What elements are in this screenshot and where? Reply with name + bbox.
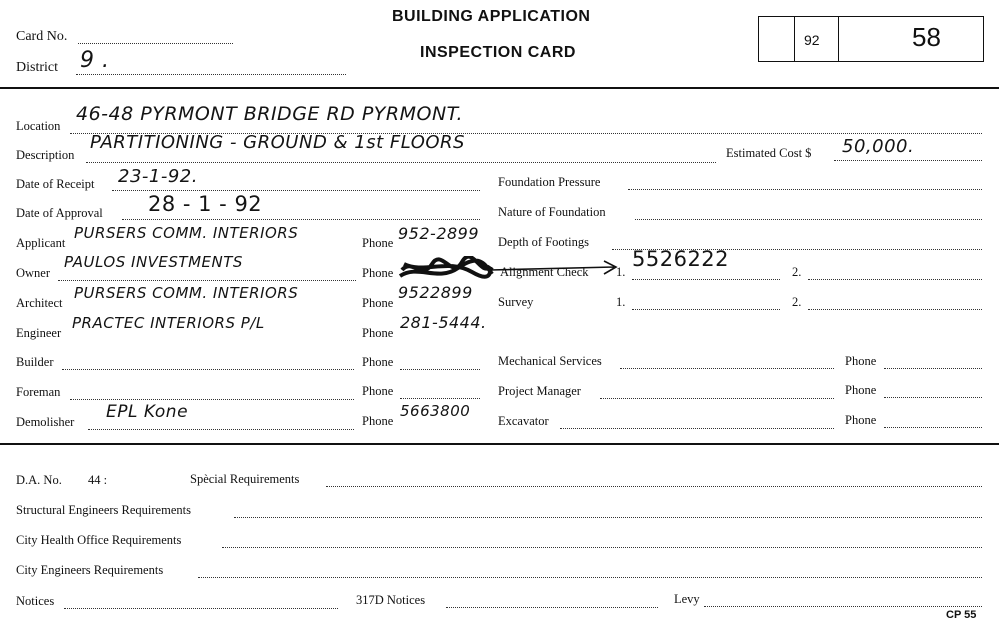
estimated-cost-value: 50,000. xyxy=(842,136,915,157)
survey-2-dots xyxy=(808,309,982,310)
applicant-label: Applicant xyxy=(16,236,66,250)
project-manager-label: Project Manager xyxy=(498,384,581,398)
date-approval-label: Date of Approval xyxy=(16,206,103,220)
alignment-2-dots xyxy=(808,279,982,280)
description-label: Description xyxy=(16,148,75,162)
demolisher-label: Demolisher xyxy=(16,415,75,429)
alignment-1-label: 1. xyxy=(616,265,626,279)
owner-phone-label: Phone xyxy=(362,266,394,280)
structural-requirements-dots xyxy=(234,517,982,518)
excavator-phone-dots xyxy=(884,427,982,428)
survey-1-dots xyxy=(632,309,780,310)
demolisher-dots xyxy=(88,429,354,430)
engineer-value: PRACTEC INTERIORS P/L xyxy=(72,314,265,332)
applicant-phone-value: 952-2899 xyxy=(398,224,480,243)
excavator-dots xyxy=(560,428,834,429)
health-requirements-label: City Health Office Requirements xyxy=(16,533,182,547)
card-box-divider-1 xyxy=(794,16,795,62)
description-value: PARTITIONING - GROUND & 1st FLOORS xyxy=(90,132,465,153)
levy-dots xyxy=(704,606,982,607)
da-no-label: D.A. No. xyxy=(16,473,62,487)
location-label: Location xyxy=(16,119,61,133)
details-rule xyxy=(0,443,999,445)
nature-foundation-dots xyxy=(635,219,982,220)
project-manager-dots xyxy=(600,398,834,399)
owner-phone-number: 5526222 xyxy=(632,247,730,271)
excavator-label: Excavator xyxy=(498,414,549,428)
description-dots xyxy=(86,162,716,163)
engineer-phone-value: 281-5444. xyxy=(400,313,487,332)
engineer-label: Engineer xyxy=(16,326,62,340)
card-no-label: Card No. xyxy=(16,29,68,44)
engineer-phone-label: Phone xyxy=(362,326,394,340)
applicant-value: PURSERS COMM. INTERIORS xyxy=(74,224,299,242)
estimated-cost-label: Estimated Cost $ xyxy=(726,146,812,160)
survey-1-label: 1. xyxy=(616,295,626,309)
foreman-dots xyxy=(70,399,354,400)
structural-requirements-label: Structural Engineers Requirements xyxy=(16,503,191,517)
header-rule xyxy=(0,87,999,89)
project-manager-phone-dots xyxy=(884,397,982,398)
survey-2-label: 2. xyxy=(792,295,802,309)
builder-dots xyxy=(62,369,354,370)
project-manager-phone-label: Phone xyxy=(845,383,877,397)
alignment-1-dots xyxy=(632,279,780,280)
date-approval-value: 28 - 1 - 92 xyxy=(148,192,263,216)
foundation-pressure-label: Foundation Pressure xyxy=(498,175,601,189)
form-subtitle: INSPECTION CARD xyxy=(420,44,576,61)
card-box-divider-2 xyxy=(838,16,839,62)
builder-label: Builder xyxy=(16,355,54,369)
alignment-check-label: Alignment Check xyxy=(500,265,589,279)
notices-317d-dots xyxy=(446,607,658,608)
city-engineers-requirements-label: City Engineers Requirements xyxy=(16,563,164,577)
levy-label: Levy xyxy=(674,592,700,606)
architect-phone-label: Phone xyxy=(362,296,394,310)
mechanical-label: Mechanical Services xyxy=(498,354,602,368)
demolisher-value: EPL Kone xyxy=(106,402,189,422)
health-requirements-dots xyxy=(222,547,982,548)
foreman-label: Foreman xyxy=(16,385,61,399)
mechanical-phone-dots xyxy=(884,368,982,369)
notices-317d-label: 317D Notices xyxy=(356,593,426,607)
city-engineers-requirements-dots xyxy=(198,577,982,578)
card-year: 92 xyxy=(804,32,820,48)
mechanical-phone-label: Phone xyxy=(845,354,877,368)
district-label: District xyxy=(16,60,58,75)
district-dots xyxy=(76,74,346,75)
architect-value: PURSERS COMM. INTERIORS xyxy=(74,284,299,302)
notices-dots xyxy=(64,608,338,609)
card-number-box xyxy=(758,16,984,62)
form-title: BUILDING APPLICATION xyxy=(392,8,591,25)
demolisher-phone-label: Phone xyxy=(362,414,394,428)
card-number: 58 xyxy=(912,22,941,52)
foreman-phone-label: Phone xyxy=(362,384,394,398)
special-requirements-dots xyxy=(326,486,982,487)
depth-footings-label: Depth of Footings xyxy=(498,235,589,249)
district-value: 9 . xyxy=(80,48,110,73)
builder-phone-label: Phone xyxy=(362,355,394,369)
architect-phone-value: 9522899 xyxy=(398,283,473,302)
location-value: 46-48 PYRMONT BRIDGE RD PYRMONT. xyxy=(76,103,464,125)
survey-label: Survey xyxy=(498,295,534,309)
foreman-phone-dots xyxy=(400,398,480,399)
alignment-2-label: 2. xyxy=(792,265,802,279)
date-receipt-label: Date of Receipt xyxy=(16,177,95,191)
owner-label: Owner xyxy=(16,266,51,280)
owner-value: PAULOS INVESTMENTS xyxy=(64,253,243,271)
owner-dots xyxy=(58,280,356,281)
architect-label: Architect xyxy=(16,296,63,310)
estimated-cost-dots xyxy=(834,160,982,161)
applicant-phone-label: Phone xyxy=(362,236,394,250)
nature-foundation-label: Nature of Foundation xyxy=(498,205,606,219)
date-receipt-dots xyxy=(112,190,480,191)
demolisher-phone-value: 5663800 xyxy=(400,402,471,420)
date-receipt-value: 23-1-92. xyxy=(118,166,198,187)
card-no-dots xyxy=(78,43,233,44)
foundation-pressure-dots xyxy=(628,189,982,190)
scribble-redaction-icon xyxy=(398,256,494,282)
date-approval-dots xyxy=(122,219,480,220)
builder-phone-dots xyxy=(400,369,480,370)
da-no-value: 44 : xyxy=(88,473,108,487)
special-requirements-label: Spècial Requirements xyxy=(190,472,300,486)
form-code: CP 55 xyxy=(946,609,977,621)
excavator-phone-label: Phone xyxy=(845,413,877,427)
mechanical-dots xyxy=(620,368,834,369)
notices-label: Notices xyxy=(16,594,55,608)
